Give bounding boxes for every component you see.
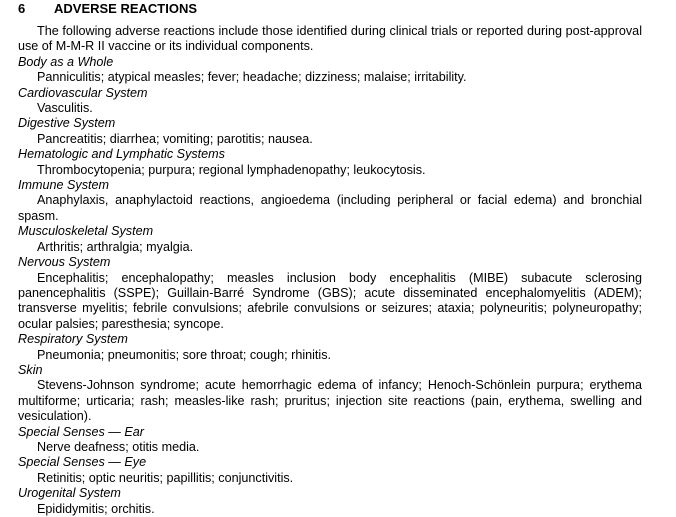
system-reactions: Anaphylaxis, anaphylactoid reactions, angioedema (including peripheral or facial edema) and bronchial spasm. — [18, 193, 642, 223]
system-title: Cardiovascular System — [18, 85, 148, 100]
nervous-section — [18, 255, 676, 332]
system-reactions: Encephalitis; encephalopathy; measles inclusion body encephalitis (MIBE) subacute sclerosing panencephalitis (SSPE); Guillain-Barré Syndrome (GBS); acute disseminated encephalomyelitis (ADEM); transverse myelitis; febrile convulsions; afebrile convulsions or seizures; ataxia; polyneuritis; polyneuropathy; ocular palsies; paresthesia; syncope. — [18, 270, 642, 331]
cardiovascular-section — [18, 86, 676, 117]
system-title: Body as a Whole — [18, 54, 114, 69]
special-senses-ear-section — [18, 425, 676, 456]
special-senses-eye-section — [18, 455, 676, 486]
system-title: Special Senses — Ear — [18, 424, 144, 439]
musculoskeletal-section — [18, 224, 676, 255]
system-reactions: Pancreatitis; diarrhea; vomiting; parotitis; nausea. — [37, 131, 313, 146]
urogenital-section — [18, 486, 676, 517]
system-reactions: Epididymitis; orchitis. — [37, 501, 155, 516]
system-title: Nervous System — [18, 255, 111, 270]
system-title: Skin — [18, 362, 43, 377]
skin-section — [18, 363, 676, 425]
system-reactions: Nerve deafness; otitis media. — [37, 439, 200, 454]
system-reactions: Retinitis; optic neuritis; papillitis; conjunctivitis. — [37, 470, 294, 485]
digestive-section — [18, 116, 676, 147]
system-reactions: Pneumonia; pneumonitis; sore throat; cough; rhinitis. — [37, 347, 332, 362]
body-as-a-whole-section — [18, 55, 676, 86]
section-title: ADVERSE REACTIONS — [54, 1, 198, 16]
system-title: Immune System — [18, 178, 109, 193]
system-title: Special Senses — Eye — [18, 455, 147, 470]
hematologic-section — [18, 147, 676, 178]
system-title: Digestive System — [18, 116, 116, 131]
system-title: Hematologic and Lymphatic Systems — [18, 147, 225, 162]
intro-paragraph: The following adverse reactions include those identified during clinical trials or reported during post-approval use of M-M-R II vaccine or its individual components. — [18, 24, 642, 54]
system-reactions: Panniculitis; atypical measles; fever; headache; dizziness; malaise; irritability. — [37, 70, 467, 85]
system-title: Urogenital System — [18, 486, 121, 501]
respiratory-section — [18, 332, 676, 363]
system-title: Respiratory System — [18, 332, 128, 347]
system-title: Musculoskeletal System — [18, 224, 154, 239]
section-heading — [18, 1, 676, 17]
section-number: 6 — [18, 1, 26, 16]
system-reactions: Arthritis; arthralgia; myalgia. — [37, 239, 194, 254]
system-reactions: Stevens-Johnson syndrome; acute hemorrhagic edema of infancy; Henoch-Schönlein purpura; erythema multiforme; urticaria; rash; measles-like rash; pruritus; injection site reactions (pain, erythema, swelling and vesiculation). — [18, 378, 642, 424]
system-reactions: Vasculitis. — [37, 101, 93, 116]
system-reactions: Thrombocytopenia; purpura; regional lymphadenopathy; leukocytosis. — [37, 162, 426, 177]
immune-section — [18, 178, 676, 224]
